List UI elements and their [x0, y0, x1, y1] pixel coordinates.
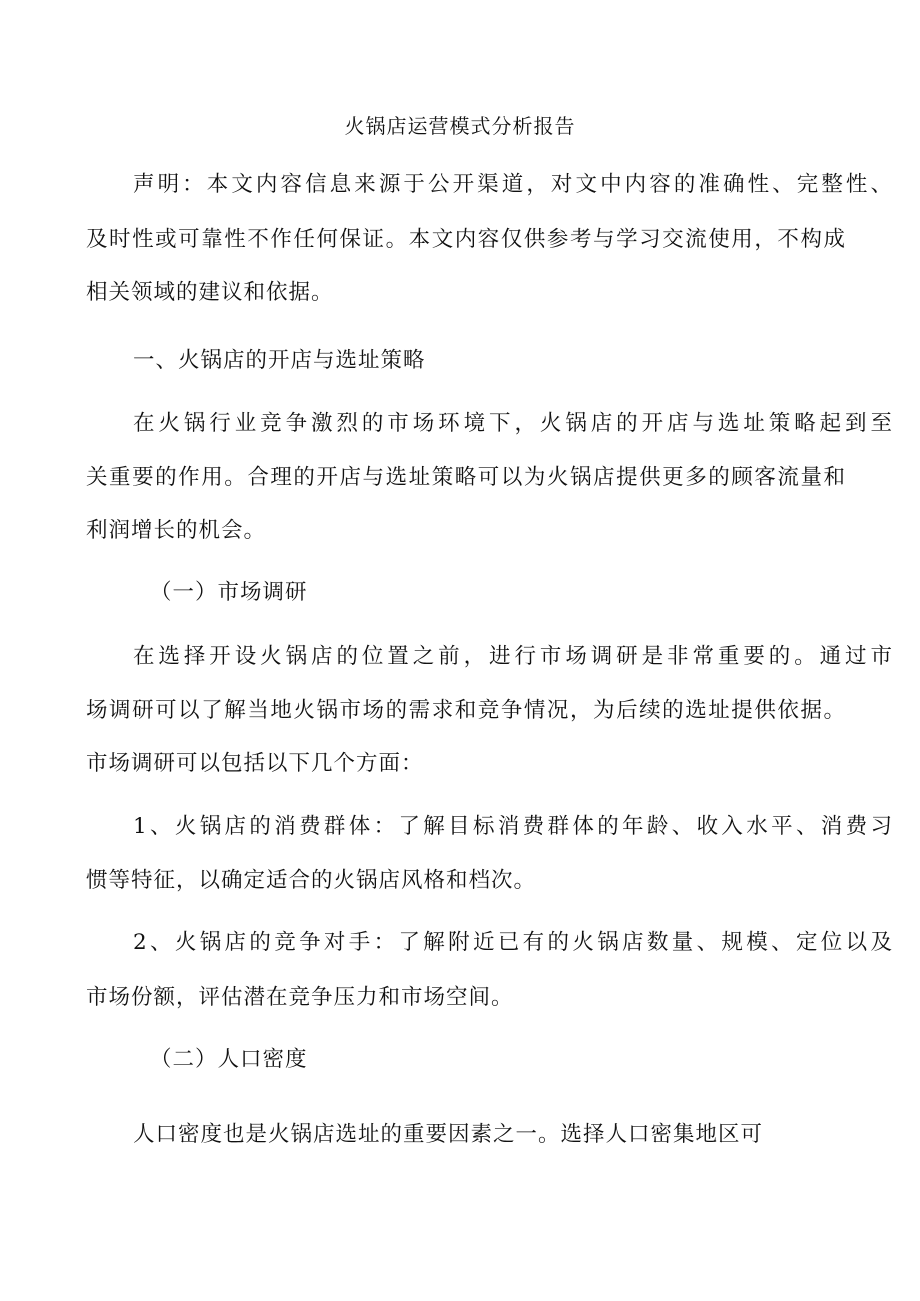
list-item-2-line-1: 2、火锅店的竞争对手：了解附近已有的火锅店数量、规模、定位以及 — [133, 930, 893, 955]
paragraph-2-line-2: 场调研可以了解当地火锅市场的需求和竞争情况，为后续的选址提供依据。 — [86, 698, 846, 723]
subsection-heading-2: （二）人口密度 — [150, 1047, 308, 1072]
paragraph-3-line-1: 人口密度也是火锅店选址的重要因素之一。选择人口密集地区可 — [133, 1122, 764, 1147]
section-heading-1: 一、火锅店的开店与选址策略 — [133, 348, 426, 373]
disclaimer-line-2: 及时性或可靠性不作任何保证。本文内容仅供参考与学习交流使用，不构成 — [86, 227, 846, 252]
paragraph-2-line-1: 在选择开设火锅店的位置之前，进行市场调研是非常重要的。通过市 — [133, 644, 893, 669]
list-item-1-line-2: 惯等特征，以确定适合的火锅店风格和档次。 — [86, 868, 537, 893]
subsection-heading-1: （一）市场调研 — [150, 580, 308, 605]
paragraph-1-line-1: 在火锅行业竞争激烈的市场环境下，火锅店的开店与选址策略起到至 — [133, 411, 893, 436]
disclaimer-line-1: 声明：本文内容信息来源于公开渠道，对文中内容的准确性、完整性、 — [133, 172, 893, 197]
list-item-2-line-2: 市场份额，评估潜在竞争压力和市场空间。 — [86, 985, 514, 1010]
paragraph-1-line-3: 利润增长的机会。 — [86, 518, 267, 543]
paragraph-1-line-2: 关重要的作用。合理的开店与选址策略可以为火锅店提供更多的顾客流量和 — [86, 465, 846, 490]
paragraph-2-line-3: 市场调研可以包括以下几个方面： — [86, 751, 424, 776]
document-title: 火锅店运营模式分析报告 — [344, 114, 576, 138]
disclaimer-line-3: 相关领域的建议和依据。 — [86, 280, 334, 305]
list-item-1-line-1: 1、火锅店的消费群体：了解目标消费群体的年龄、收入水平、消费习 — [133, 814, 893, 839]
